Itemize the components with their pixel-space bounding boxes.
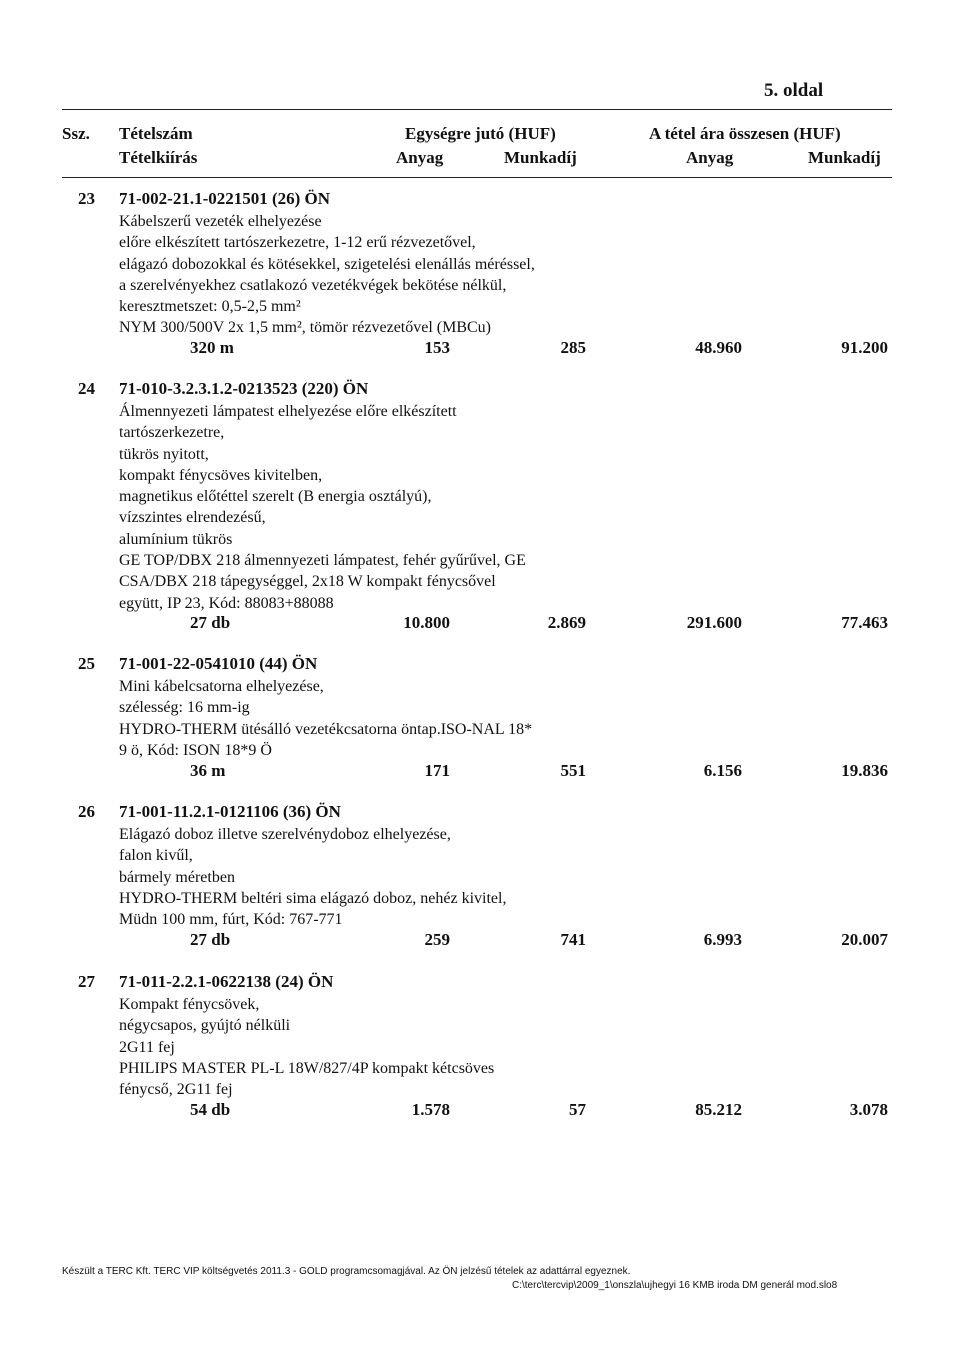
item-description — [119, 994, 494, 1100]
col-header-unit-material: Anyag — [396, 148, 444, 167]
item-number: 27 — [78, 972, 95, 991]
col-header-total-material: Anyag — [686, 148, 734, 167]
description-line: magnetikus előtéttel szerelt (B energia osztályú), — [119, 488, 432, 506]
description-line: Mini kábelcsatorna elhelyezése, — [119, 678, 324, 695]
item-description — [119, 824, 506, 930]
total-labour-price: 77.463 — [841, 613, 888, 632]
item-description — [119, 676, 532, 761]
page-number: 5. oldal — [764, 80, 824, 101]
unit-labour-price: 2.869 — [547, 613, 586, 632]
header-rule-bottom — [62, 177, 892, 178]
description-line: 9 ö, Kód: ISON 18*9 Ö — [119, 741, 272, 759]
item-code: 71-002-21.1-0221501 (26) ÖN — [119, 189, 331, 208]
description-line: HYDRO-THERM ütésálló vezetékcsatorna öntap.ISO-NAL 18* — [119, 720, 533, 738]
description-line: tükrös nyitott, — [119, 445, 209, 463]
col-header-item-text: Tételkiírás — [119, 148, 198, 167]
col-header-item-number: Tételszám — [119, 124, 193, 143]
footer-file-path: C:\terc\tercvip\2009_1\onszla\ujhegyi 16 KMB iroda DM generál mod.slo8 — [512, 1280, 838, 1291]
col-header-no: Ssz. — [62, 124, 90, 143]
description-line: vízszintes elrendezésű, — [119, 509, 266, 527]
description-line: PHILIPS MASTER PL-L 18W/827/4P kompakt kétcsöves — [119, 1059, 495, 1077]
total-material-price: 291.600 — [686, 613, 742, 632]
item-number: 26 — [78, 802, 95, 821]
description-line: Elágazó doboz illetve szerelvénydoboz elhelyezése, — [119, 826, 451, 843]
total-material-price: 85.212 — [695, 1100, 742, 1119]
unit-labour-price: 551 — [560, 761, 586, 780]
unit-material-price: 153 — [424, 338, 450, 357]
description-line: Müdn 100 mm, fúrt, Kód: 767-771 — [119, 911, 343, 929]
description-line: HYDRO-THERM beltéri sima elágazó doboz, nehéz kivitel, — [119, 889, 507, 907]
item-description — [119, 401, 526, 614]
item-quantity: 36 m — [190, 761, 226, 780]
description-line: elágazó dobozokkal és kötésekkel, szigetelési elenállás méréssel, — [119, 255, 535, 273]
total-material-price: 6.156 — [703, 761, 742, 780]
col-header-unit-price: Egységre jutó (HUF) — [405, 124, 556, 143]
unit-labour-price: 285 — [560, 338, 586, 357]
description-line: négycsapos, gyújtó nélküli — [119, 1017, 291, 1035]
description-line: fénycső, 2G11 fej — [119, 1081, 233, 1099]
unit-material-price: 259 — [424, 930, 450, 949]
item-code: 71-010-3.2.3.1.2-0213523 (220) ÖN — [119, 379, 369, 398]
description-line: tartószerkezetre, — [119, 424, 225, 442]
total-material-price: 48.960 — [695, 338, 742, 357]
unit-labour-price: 741 — [560, 930, 586, 949]
unit-material-price: 171 — [424, 761, 450, 780]
unit-labour-price: 57 — [569, 1100, 586, 1119]
description-line: előre elkészített tartószerkezetre, 1-12 erű rézvezetővel, — [119, 234, 476, 252]
col-header-unit-labour: Munkadíj — [504, 148, 577, 167]
description-line: Kompakt fénycsövek, — [119, 996, 260, 1013]
unit-material-price: 1.578 — [411, 1100, 450, 1119]
item-code: 71-001-22-0541010 (44) ÖN — [119, 654, 318, 673]
item-description — [119, 211, 535, 339]
total-material-price: 6.993 — [703, 930, 742, 949]
total-labour-price: 19.836 — [841, 761, 888, 780]
col-header-total-labour: Munkadíj — [808, 148, 881, 167]
total-labour-price: 91.200 — [841, 338, 888, 357]
description-line: CSA/DBX 218 tápegységgel, 2x18 W kompakt fénycsővel — [119, 573, 496, 591]
description-line: a szerelvényekhez csatlakozó vezetékvégek bekötése nélkül, — [119, 276, 507, 294]
description-line: alumínium tükrös — [119, 530, 233, 548]
description-line: keresztmetszet: 0,5-2,5 mm² — [119, 298, 301, 316]
col-header-total-price: A tétel ára összesen (HUF) — [649, 124, 841, 143]
item-code: 71-001-11.2.1-0121106 (36) ÖN — [119, 802, 341, 821]
unit-material-price: 10.800 — [403, 613, 450, 632]
description-line: 2G11 fej — [119, 1038, 175, 1056]
header-rule-top — [62, 109, 892, 110]
description-line: Álmennyezeti lámpatest elhelyezése előre elkészített — [119, 403, 457, 420]
item-number: 25 — [78, 654, 95, 673]
total-labour-price: 3.078 — [849, 1100, 888, 1119]
item-quantity: 27 db — [190, 613, 231, 632]
description-line: falon kivűl, — [119, 847, 193, 865]
description-line: NYM 300/500V 2x 1,5 mm², tömör rézvezetővel (MBCu) — [119, 319, 492, 337]
description-line: kompakt fénycsöves kivitelben, — [119, 466, 323, 484]
item-code: 71-011-2.2.1-0622138 (24) ÖN — [119, 972, 334, 991]
item-quantity: 54 db — [190, 1100, 231, 1119]
description-line: Kábelszerű vezeték elhelyezése — [119, 213, 322, 230]
description-line: szélesség: 16 mm-ig — [119, 699, 250, 717]
item-number: 23 — [78, 189, 95, 208]
item-number: 24 — [78, 379, 95, 398]
description-line: együtt, IP 23, Kód: 88083+88088 — [119, 594, 334, 612]
item-quantity: 27 db — [190, 930, 231, 949]
description-line: GE TOP/DBX 218 álmennyezeti lámpatest, fehér gyűrűvel, GE — [119, 552, 526, 570]
description-line: bármely méretben — [119, 868, 235, 886]
item-quantity: 320 m — [190, 338, 234, 357]
footer-generator-note: Készült a TERC Kft. TERC VIP költségvetés 2011.3 - GOLD programcsomagjával. Az ÖN jelzésű tételek az adattárral egyeznek. — [62, 1266, 631, 1277]
total-labour-price: 20.007 — [841, 930, 888, 949]
